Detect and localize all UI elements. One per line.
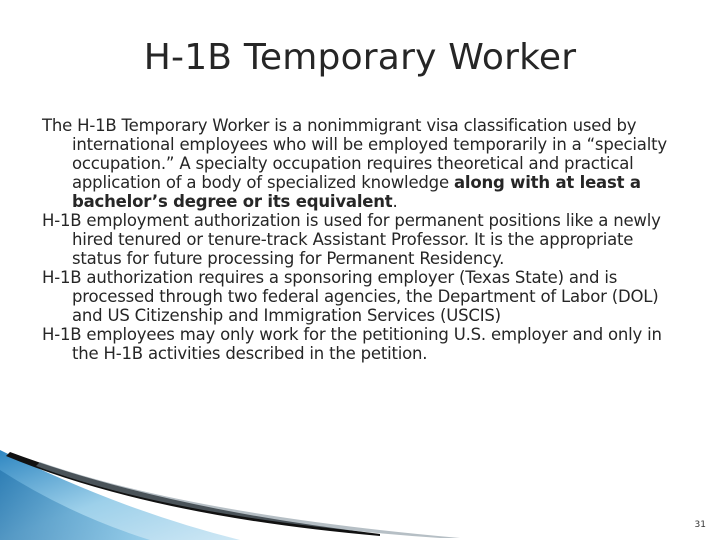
slide-body	[42, 116, 678, 363]
paragraph-employment-authorization: H-1B employment authorization is used for permanent positions like a newly hired tenured or tenure-track Assistant Professor. It is the appropriate status for future processing for Permanent Residency.	[42, 211, 661, 268]
paragraph-visa-classification	[42, 116, 678, 211]
paragraph-1-text: The H-1B Temporary Worker is a nonimmigrant visa classification used by international employees who will be employed temporarily in a “specialty occupation.” A specialty occupation requires theoretical and practical application of a body of specialized knowledge	[42, 116, 667, 192]
paragraph-sponsoring-employer: H-1B authorization requires a sponsoring employer (Texas State) and is processed through two federal agencies, the Department of Labor (DOL) and US Citizenship and Immigration Services (USCIS)	[42, 268, 659, 325]
paragraph-1-bold-text: along with at least a bachelor’s degree or its equivalent	[72, 173, 641, 211]
slide-number: 31	[694, 520, 706, 530]
bottom-wave-decoration	[0, 450, 720, 540]
paragraph-1-tail: .	[392, 192, 398, 211]
slide-title: H-1B Temporary Worker	[143, 37, 577, 78]
paragraph-petitioning-employer: H-1B employees may only work for the petitioning U.S. employer and only in the H-1B activities described in the petition.	[42, 325, 662, 363]
